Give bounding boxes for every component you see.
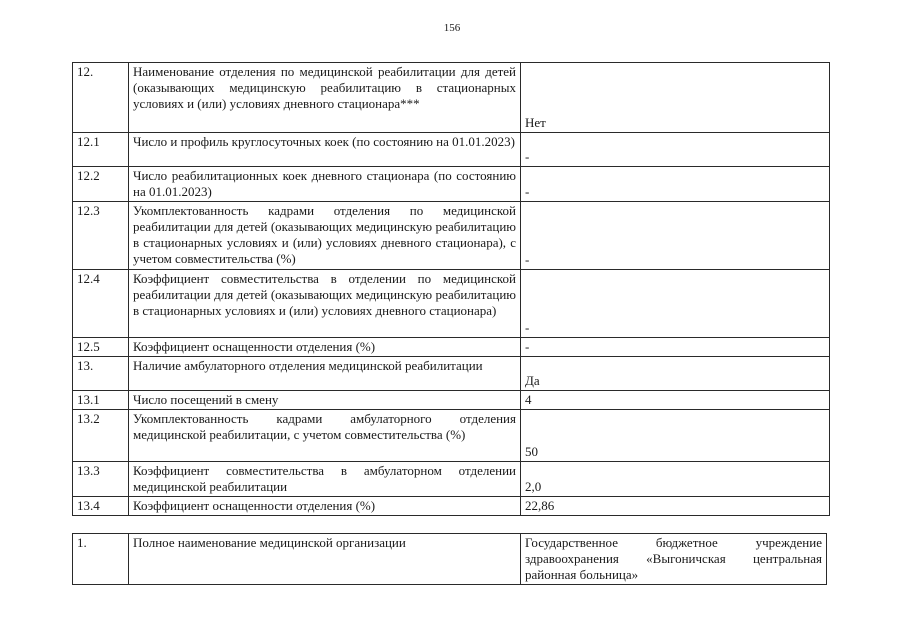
row-description: Полное наименование медицинской организации [129, 534, 521, 585]
row-value: - [521, 202, 830, 270]
organization-table [72, 533, 827, 585]
row-value: - [521, 338, 830, 357]
table-row [73, 167, 830, 202]
row-number: 12.4 [73, 270, 129, 338]
row-number: 13.1 [73, 391, 129, 410]
row-value: - [521, 167, 830, 202]
table-row [73, 410, 830, 462]
table-row [73, 133, 830, 167]
table-row [73, 391, 830, 410]
row-description: Коэффициент совместительства в амбулаторном отделении медицинской реабилитации [129, 462, 521, 497]
row-value: 2,0 [521, 462, 830, 497]
row-number: 1. [73, 534, 129, 585]
row-number: 12.1 [73, 133, 129, 167]
row-number: 13.3 [73, 462, 129, 497]
row-number: 13. [73, 357, 129, 391]
row-value: Нет [521, 63, 830, 133]
table-row [73, 270, 830, 338]
row-value: Да [521, 357, 830, 391]
row-value: Государственное бюджетное учреждение здравоохранения «Выгоничская центральная районная больница» [521, 534, 827, 585]
row-value: - [521, 270, 830, 338]
row-description: Число посещений в смену [129, 391, 521, 410]
row-description: Число и профиль круглосуточных коек (по состоянию на 01.01.2023) [129, 133, 521, 167]
row-description: Число реабилитационных коек дневного стационара (по состоянию на 01.01.2023) [129, 167, 521, 202]
row-description: Наименование отделения по медицинской реабилитации для детей (оказывающих медицинскую реабилитацию в стационарных условиях и (или) условиях дневного стационара*** [129, 63, 521, 133]
row-value: 50 [521, 410, 830, 462]
row-description: Коэффициент оснащенности отделения (%) [129, 338, 521, 357]
row-value: 22,86 [521, 497, 830, 516]
row-value: - [521, 133, 830, 167]
table-row [73, 202, 830, 270]
row-description: Наличие амбулаторного отделения медицинской реабилитации [129, 357, 521, 391]
row-number: 12.5 [73, 338, 129, 357]
row-number: 12. [73, 63, 129, 133]
row-description: Коэффициент оснащенности отделения (%) [129, 497, 521, 516]
table-row [73, 63, 830, 133]
table-row [73, 497, 830, 516]
table-row [73, 462, 830, 497]
row-description: Укомплектованность кадрами отделения по медицинской реабилитации для детей (оказывающих медицинскую реабилитацию в стационарных условиях и (или) условиях дневного стационара), с учетом совместительства (%) [129, 202, 521, 270]
table-row [73, 534, 827, 585]
page-number: 156 [443, 22, 461, 34]
table-row [73, 338, 830, 357]
row-number: 12.3 [73, 202, 129, 270]
row-value: 4 [521, 391, 830, 410]
row-number: 13.2 [73, 410, 129, 462]
table-row [73, 357, 830, 391]
row-description: Укомплектованность кадрами амбулаторного отделения медицинской реабилитации, с учетом совместительства (%) [129, 410, 521, 462]
row-number: 12.2 [73, 167, 129, 202]
row-number: 13.4 [73, 497, 129, 516]
row-description: Коэффициент совместительства в отделении по медицинской реабилитации для детей (оказывающих медицинскую реабилитацию в стационарных условиях и (или) условиях дневного стационара) [129, 270, 521, 338]
rehabilitation-data-table [72, 62, 830, 516]
